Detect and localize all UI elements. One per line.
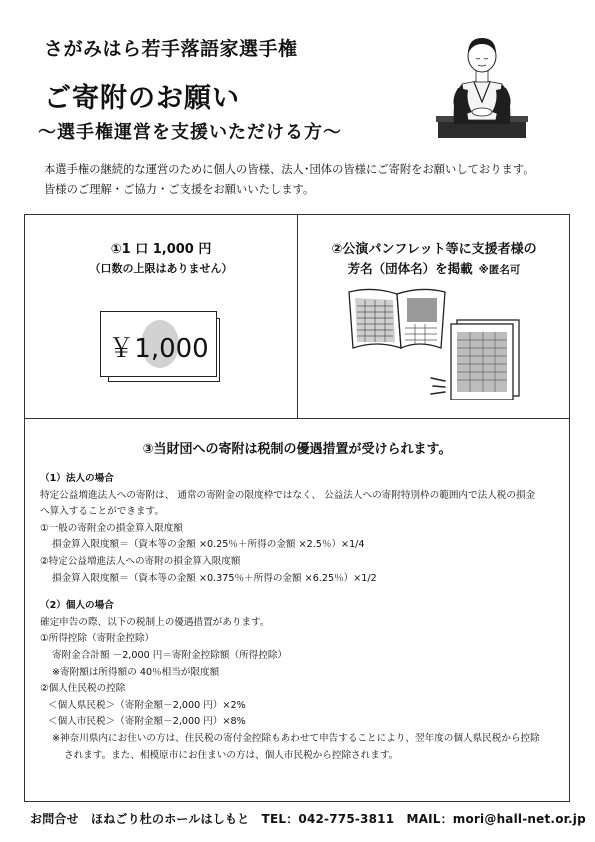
indiv-item1: ①所得控除（寄附金控除）: [40, 633, 155, 645]
divider-horizontal: [24, 418, 570, 419]
corp-item2-formula: 損金算入限度額＝（資本等の金額 ×0.375％＋所得の金額 ×6.25％）×1/2: [52, 572, 377, 584]
corp-text-line2: へ算入することができます。: [40, 506, 164, 518]
panel1-note: （口数の上限はありません）: [89, 262, 233, 275]
panel2-title: ②公演パンフレット等に支援者様の: [331, 242, 537, 257]
corp-item2: ②特定公益増進法人への寄附の損金算入限度額: [40, 555, 241, 567]
intro-text: [44, 160, 564, 200]
intro-line: 本選手権の継続的な運営のために個人の皆様、法人･団体の皆様にご寄附をお願いしております。: [44, 163, 535, 176]
indiv-item2-pref: ＜個人県民税＞（寄附金額－2,000 円）×2%: [48, 699, 246, 711]
rakugo-performer-illustration: [432, 28, 532, 140]
panel1-title: ①1 口 1,000 円: [110, 242, 212, 257]
corp-heading: （1）法人の場合: [40, 473, 114, 484]
indiv-item2: ②個人住民税の控除: [40, 683, 126, 695]
contact-footer: お問合せ ほねごり杜のホールはしもと TEL：042-775-3811 MAIL：mori@hall-net.or.jp: [30, 812, 586, 826]
subtitle: ～選手権運営を支援いただける方～: [38, 122, 342, 143]
pamphlet-illustration: [345, 284, 525, 400]
banknote-amount: ￥1,000: [108, 334, 209, 364]
indiv-item1-note: ※寄附額は所得額の 40％相当が限度額: [52, 666, 220, 678]
event-title: さがみはら若手落語家選手権: [44, 38, 298, 60]
main-title: ご寄附のお願い: [44, 83, 240, 114]
indiv-item2-city: ＜個人市民税＞（寄附金額－2,000 円）×8%: [48, 716, 246, 728]
indiv-text: 確定申告の際、以下の税制上の優遇措置があります。: [40, 616, 270, 628]
panel2-name-text: 芳名（団体名）を掲載: [347, 261, 473, 276]
tax-details: [40, 471, 560, 764]
corp-text-line1: 特定公益増進法人への寄附は、 通常の寄附金の限度枠ではなく、 公益法人への寄附特別枠の範囲内で法人税の損金: [40, 489, 536, 501]
section3-title: ③当財団への寄附は税制の優遇措置が受けられます。: [142, 442, 452, 457]
indiv-item1-formula: 寄附金合計額 －2,000 円＝寄附金控除額（所得控除）: [52, 649, 288, 661]
indiv-note-line1: ※神奈川県内にお住いの方は、住民税の寄付金控除もあわせて申告することにより、翌年度の個人県民税から控除: [52, 732, 540, 744]
panel2-line2: [300, 259, 568, 277]
panel2-anon-note: ※匿名可: [478, 264, 521, 276]
intro-line: 皆様のご理解・ご協力・ご支援をお願いいたします。: [44, 183, 315, 196]
divider-vertical: [297, 214, 298, 419]
corp-item1-formula: 損金算入限度額＝（資本等の金額 ×0.25％＋所得の金額 ×2.5％）×1/4: [52, 539, 365, 551]
indiv-heading: （2）個人の場合: [40, 600, 114, 612]
corp-item1: ①一般の寄附金の損金算入限度額: [40, 522, 183, 534]
indiv-note-line2: されます。また、相模原市にお住まいの方は、個人市民税から控除されます。: [64, 749, 399, 761]
